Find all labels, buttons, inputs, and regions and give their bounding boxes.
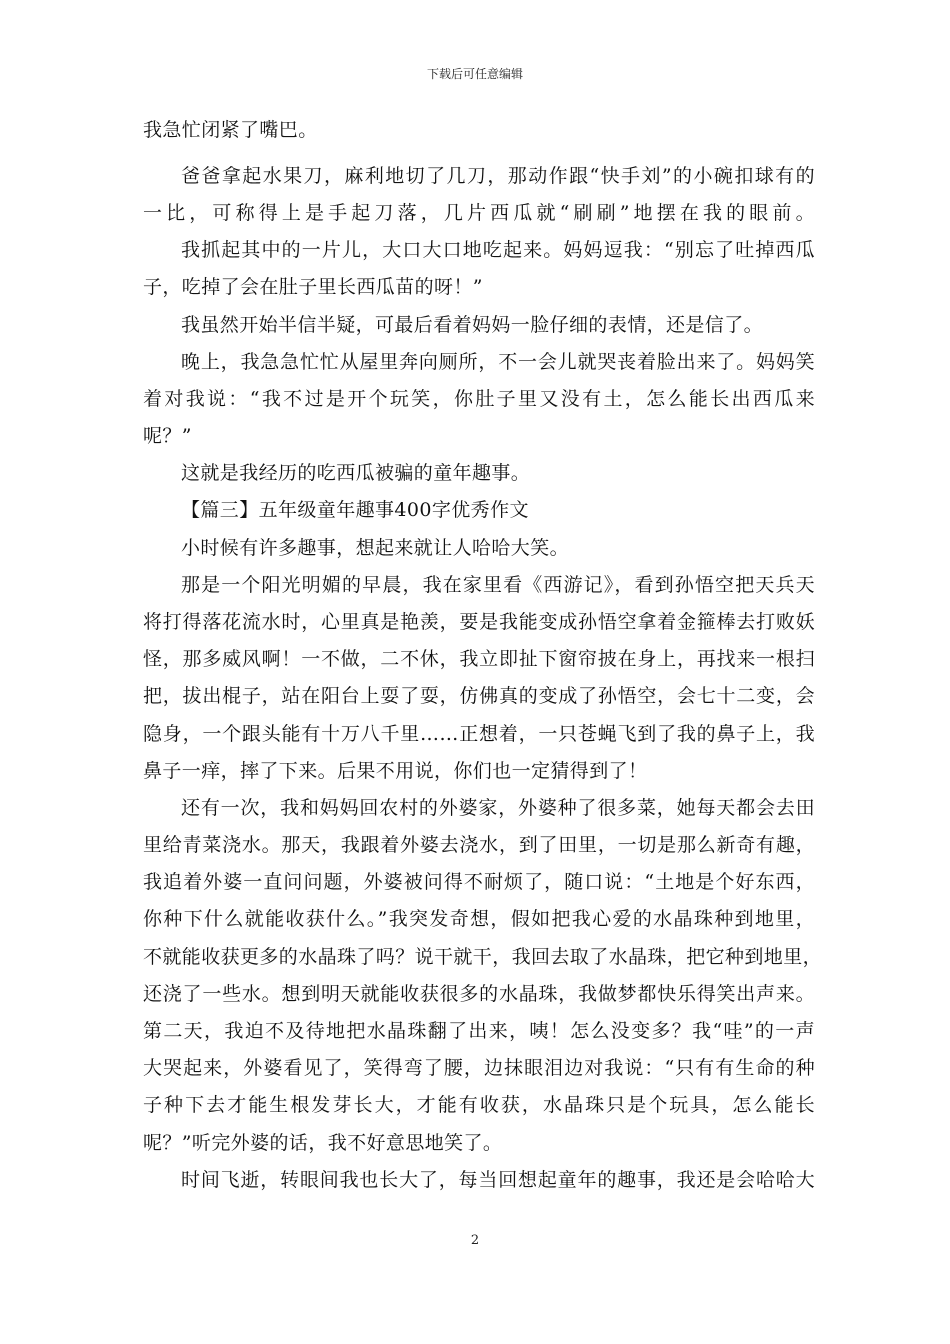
text-line: 我追着外婆一直问问题，外婆被问得不耐烦了，随口说：“土地是个好东西，: [143, 871, 815, 893]
page-number: 2: [470, 1233, 480, 1248]
text-line: 里给青菜浇水。那天，我跟着外婆去浇水，到了田里，一切是那么新奇有趣，: [143, 834, 815, 856]
text-line: 还有一次，我和妈妈回农村的外婆家，外婆种了很多菜，她每天都会去田: [181, 797, 815, 819]
text-line: 你种下什么就能收获什么。”我突发奇想，假如把我心爱的水晶珠种到地里，: [143, 908, 815, 930]
text-line: 这就是我经历的吃西瓜被骗的童年趣事。: [181, 462, 531, 484]
page-header: 下载后可任意编辑: [426, 67, 523, 81]
text-line: 将打得落花流水时，心里真是艳羡，要是我能变成孙悟空拿着金箍棒去打败妖: [143, 611, 815, 633]
text-line: 一比，可称得上是手起刀落，几片西瓜就“刷刷”地摆在我的眼前。: [143, 202, 815, 224]
text-line: 晚上，我急急忙忙从屋里奔向厕所，不一会儿就哭丧着脸出来了。妈妈笑: [181, 351, 815, 373]
text-line: 鼻子一痒，摔了下来。后果不用说，你们也一定猜得到了！: [143, 760, 648, 782]
text-line: 呢？”: [143, 425, 192, 447]
text-line: 把，拔出棍子，站在阳台上耍了耍，仿佛真的变成了孙悟空，会七十二变，会: [143, 685, 815, 707]
text-line: 着对我说：“我不过是开个玩笑，你肚子里又没有土，怎么能长出西瓜来: [143, 388, 815, 410]
text-line: 隐身，一个跟头能有十万八千里……正想着，一只苍蝇飞到了我的鼻子上，我: [143, 723, 815, 745]
text-line: 时间飞逝，转眼间我也长大了，每当回想起童年的趣事，我还是会哈哈大: [181, 1169, 815, 1191]
text-line: 我抓起其中的一片儿，大口大口地吃起来。妈妈逗我：“别忘了吐掉西瓜: [181, 239, 815, 261]
text-line: 大哭起来，外婆看见了，笑得弯了腰，边抹眼泪边对我说：“只有有生命的种: [143, 1057, 815, 1079]
text-line: 还浇了一些水。想到明天就能收获很多的水晶珠，我做梦都快乐得笑出声来。: [143, 983, 815, 1005]
text-line: 呢？”听完外婆的话，我不好意思地笑了。: [143, 1132, 503, 1154]
text-line: 子，吃掉了会在肚子里长西瓜苗的呀！”: [143, 276, 483, 298]
text-line: 怪，那多威风啊！一不做，二不休，我立即扯下窗帘披在身上，再找来一根扫: [143, 648, 815, 670]
text-line: 第二天，我迫不及待地把水晶珠翻了出来，咦！怎么没变多？我“哇”的一声: [143, 1020, 815, 1042]
text-line: 我急忙闭紧了嘴巴。: [143, 119, 318, 141]
section-heading: 【篇三】五年级童年趣事400字优秀作文: [181, 499, 529, 521]
text-line: 那是一个阳光明媚的早晨，我在家里看《西游记》，看到孙悟空把天兵天: [181, 574, 815, 596]
text-line: 小时候有许多趣事，想起来就让人哈哈大笑。: [181, 537, 570, 559]
text-line: 我虽然开始半信半疑，可最后看着妈妈一脸仔细的表情，还是信了。: [181, 314, 764, 336]
text-line: 不就能收获更多的水晶珠了吗？说干就干，我回去取了水晶珠，把它种到地里，: [143, 946, 823, 968]
text-line: 子种下去才能生根发芽长大，才能有收获，水晶珠只是个玩具，怎么能长: [143, 1094, 815, 1116]
text-line: 爸爸拿起水果刀，麻利地切了几刀，那动作跟“快手刘”的小碗扣球有的: [181, 165, 815, 187]
